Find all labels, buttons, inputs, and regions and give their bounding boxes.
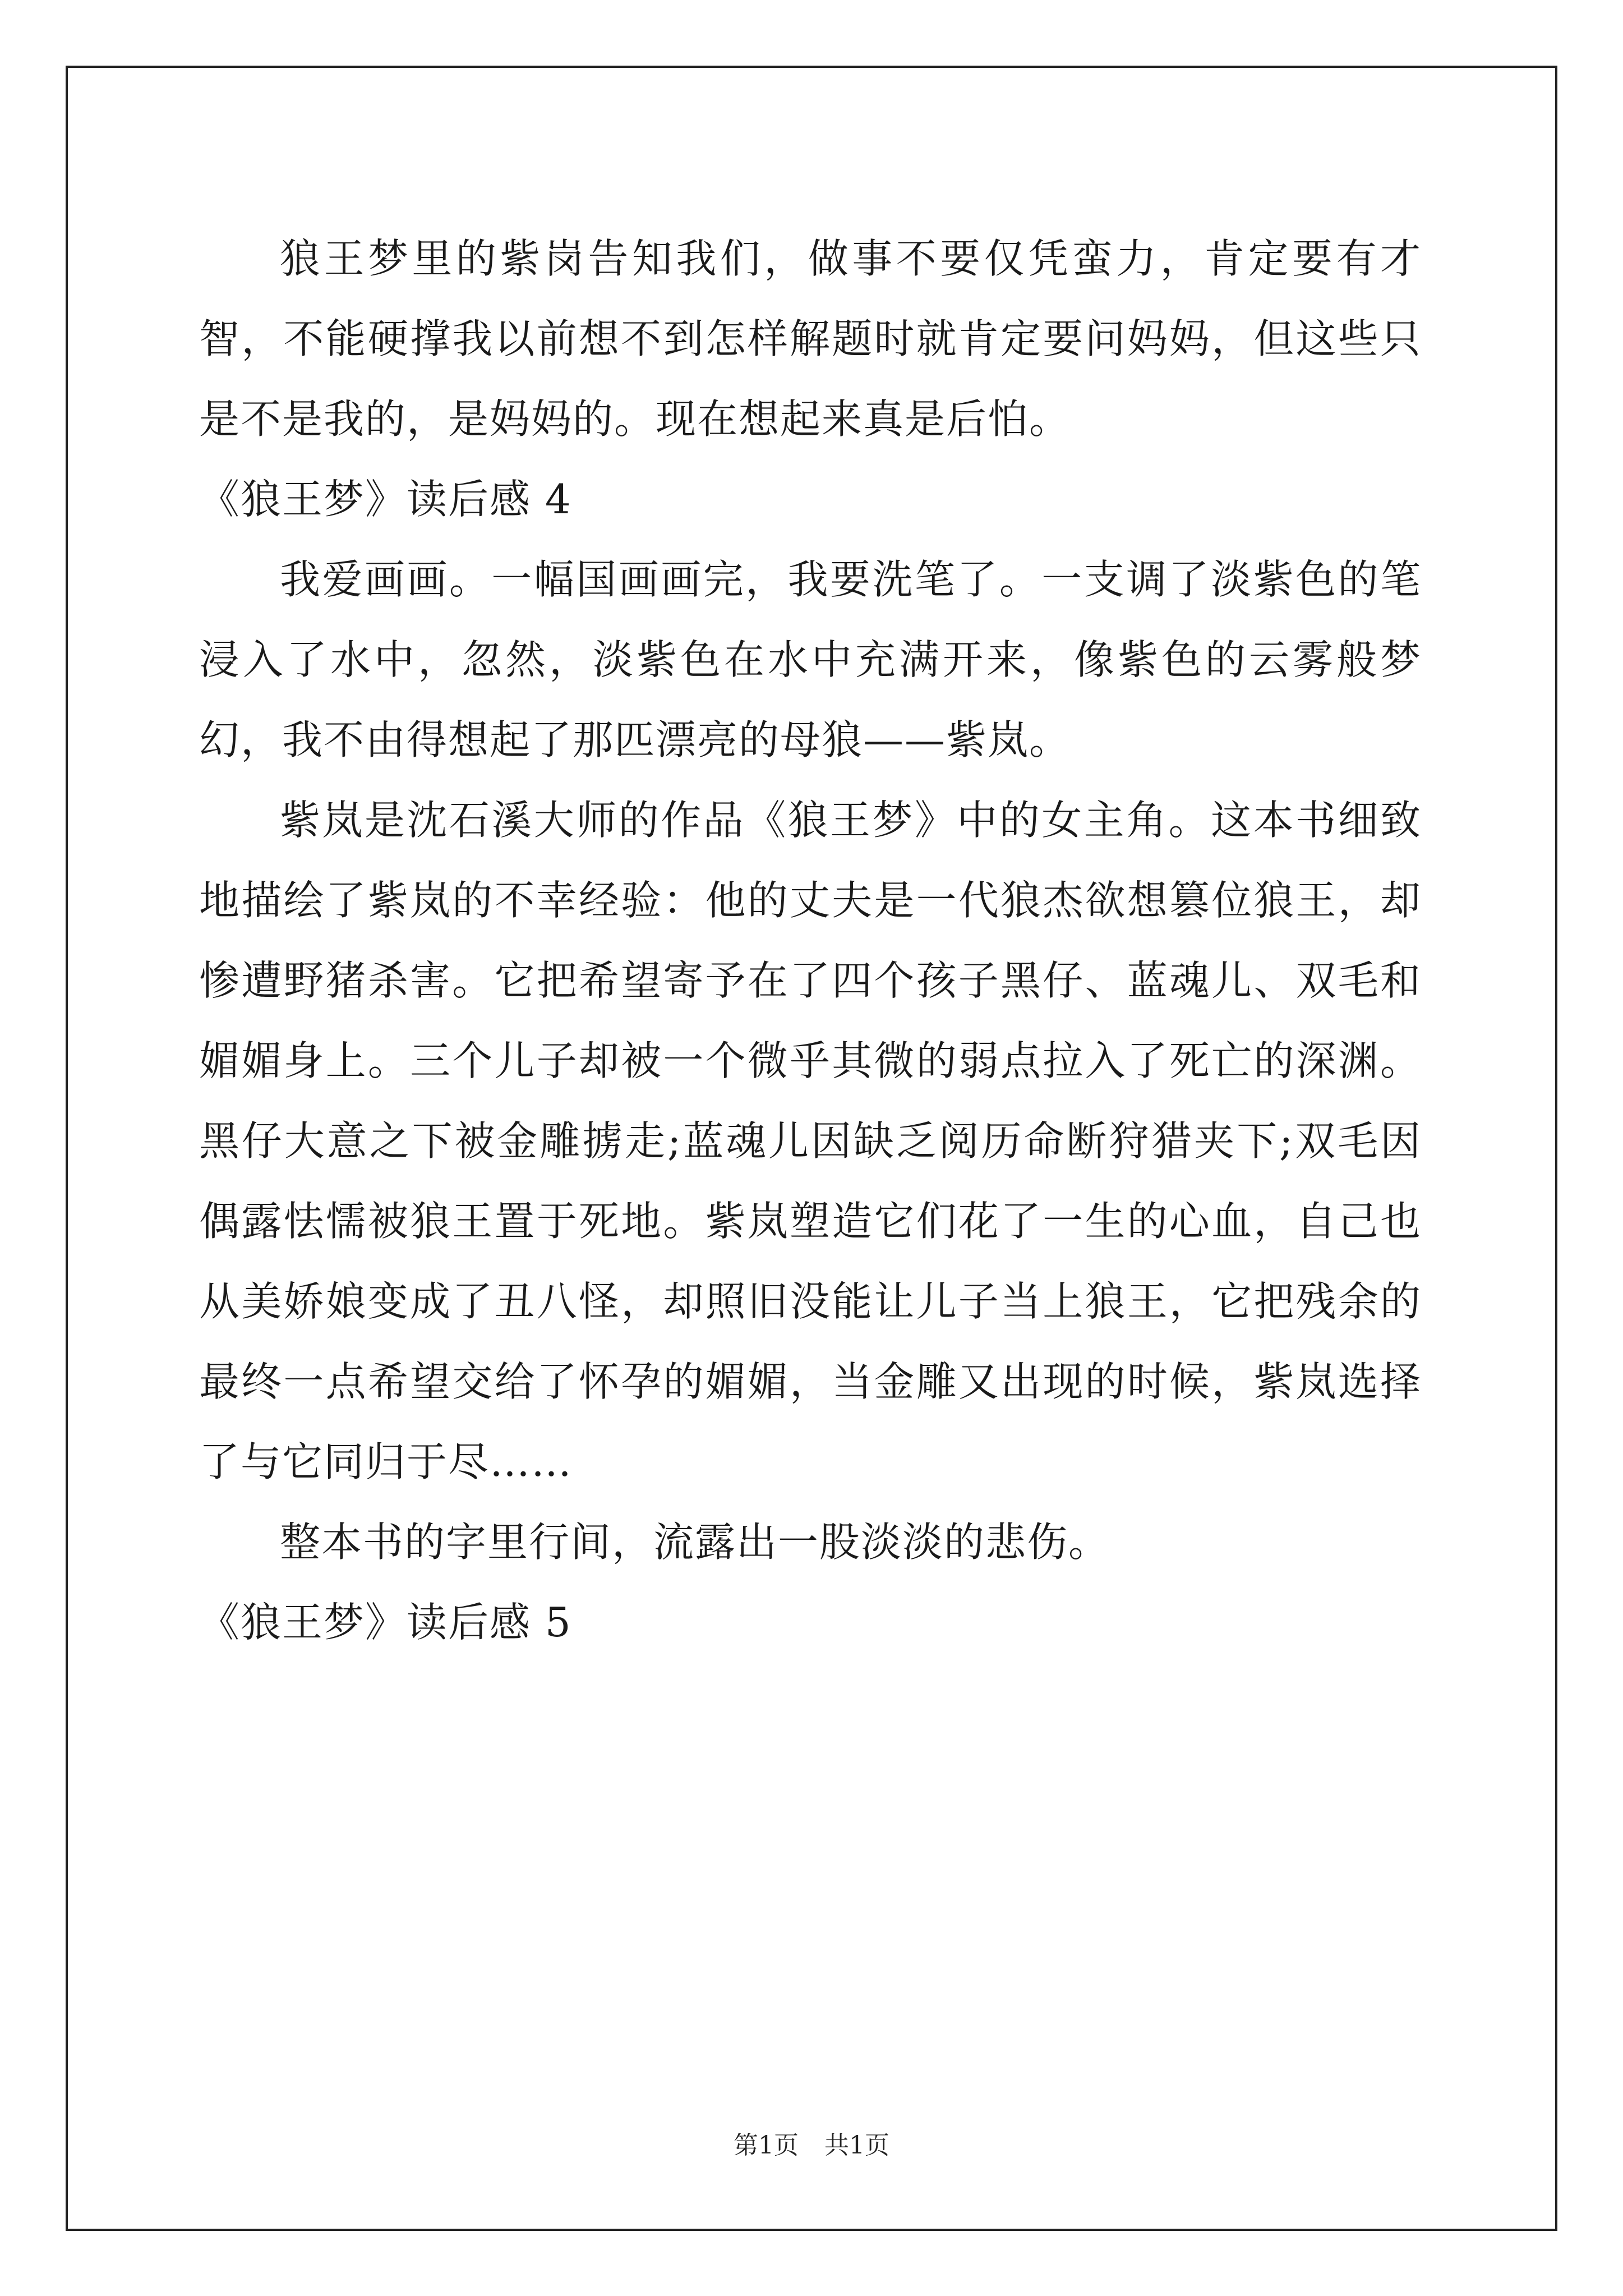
page-total: 共1页 [824,2131,889,2160]
page-footer [0,2129,1623,2162]
paragraph-1: 狼王梦里的紫岗告知我们，做事不要仅凭蛮力，肯定要有才智，不能硬撑我以前想不到怎样解题时就肯定要问妈妈，但这些只是不是我的，是妈妈的。现在想起来真是后怕。 [199,235,1422,443]
page-number: 第1页 [734,2131,799,2160]
paragraph-2: 我爱画画。一幅国画画完，我要洗笔了。一支调了淡紫色的笔浸入了水中，忽然，淡紫色在水中充满开来，像紫色的云雾般梦幻，我不由得想起了那匹漂亮的母狼——紫岚。 [199,556,1422,763]
paragraph-3: 紫岚是沈石溪大师的作品《狼王梦》中的女主角。这本书细致地描绘了紫岚的不幸经验：他的丈夫是一代狼杰欲想篡位狼王，却惨遭野猪杀害。它把希望寄予在了四个孩子黑仔、蓝魂儿、双毛和媚媚身上。三个儿子却被一个微乎其微的弱点拉入了死亡的深渊。黑仔大意之下被金雕掳走;蓝魂儿因缺乏阅历命断狩猎夹下;双毛因偶露怯懦被狼王置于死地。紫岚塑造它们花了一生的心血，自己也从美娇娘变成了丑八怪，却照旧没能让儿子当上狼王，它把残余的最终一点希望交给了怀孕的媚媚，当金雕又出现的时候，紫岚选择了与它同归于尽…… [199,797,1422,1485]
document-body [199,219,1422,1663]
section-heading-4: 《狼王梦》读后感 4 [199,476,572,523]
paragraph-4: 整本书的字里行间，流露出一股淡淡的悲伤。 [280,1519,1110,1566]
section-heading-5: 《狼王梦》读后感 5 [199,1599,572,1646]
